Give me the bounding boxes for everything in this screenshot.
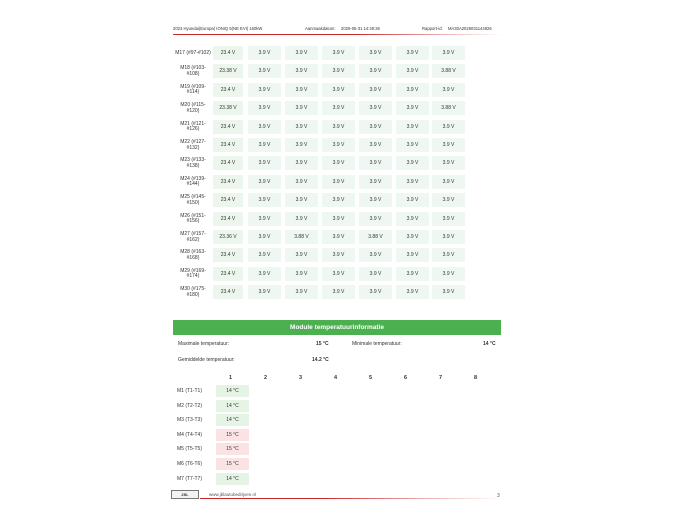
cell-voltage: 3.9 V xyxy=(285,175,318,189)
module-total-voltage: 23.4 V xyxy=(213,46,243,60)
module-total-voltage: 23.4 V xyxy=(213,285,243,299)
cell-voltage: 3.9 V xyxy=(396,138,429,152)
cell-voltage: 3.9 V xyxy=(432,156,465,170)
cell-voltage: 3.9 V xyxy=(432,230,465,244)
temperature-column-header: 8 xyxy=(474,375,478,381)
module-label: M4 (T4-T4) xyxy=(177,431,202,438)
module-total-voltage: 23.36 V xyxy=(213,230,243,244)
module-temperature-row xyxy=(173,472,253,486)
cell-voltage: 3.9 V xyxy=(322,285,355,299)
cell-voltage: 3.9 V xyxy=(396,230,429,244)
report-id-label: Rapport-id: xyxy=(422,26,443,31)
cell-voltage: 3.9 V xyxy=(432,285,465,299)
temperature-value: 15 °C xyxy=(216,429,249,441)
module-voltage-row xyxy=(173,119,503,136)
cell-voltage: 3.9 V xyxy=(432,193,465,207)
cell-voltage: 3.9 V xyxy=(432,46,465,60)
avg-temp-label: Gemiddelde temperatuur: xyxy=(178,357,235,363)
module-voltage-row xyxy=(173,284,503,301)
cell-voltage: 3.9 V xyxy=(322,193,355,207)
cell-voltage: 3.88 V xyxy=(432,101,465,115)
cell-voltage: 3.9 V xyxy=(359,83,392,97)
cell-voltage: 3.9 V xyxy=(285,248,318,262)
cell-voltage: 3.9 V xyxy=(248,230,281,244)
cell-voltage: 3.9 V xyxy=(285,193,318,207)
module-label: M19 (#109-#114) xyxy=(180,83,206,96)
cell-voltage: 3.9 V xyxy=(396,267,429,281)
temperature-column-header: 6 xyxy=(404,375,408,381)
module-total-voltage: 23.4 V xyxy=(213,83,243,97)
module-total-voltage: 23.4 V xyxy=(213,156,243,170)
module-label: M2 (T2-T2) xyxy=(177,402,202,409)
cell-voltage: 3.9 V xyxy=(359,193,392,207)
module-total-voltage: 23.38 V xyxy=(213,64,243,78)
module-label: M3 (T3-T3) xyxy=(177,417,202,424)
module-temperature-row xyxy=(173,413,253,427)
module-label: M21 (#121-#126) xyxy=(180,120,206,133)
cell-voltage: 3.9 V xyxy=(248,83,281,97)
cell-voltage: 3.9 V xyxy=(396,101,429,115)
module-label: M29 (#169-#174) xyxy=(180,267,206,280)
module-temperature-row xyxy=(173,428,253,442)
cell-voltage: 3.9 V xyxy=(248,212,281,226)
module-voltage-row xyxy=(173,100,503,117)
module-label: M30 (#175-#180) xyxy=(180,286,206,298)
module-voltage-row xyxy=(173,155,503,172)
cell-voltage: 3.9 V xyxy=(285,267,318,281)
min-temp-value: 14 °C xyxy=(483,341,496,347)
module-temperature-row xyxy=(173,457,253,471)
cell-voltage: 3.9 V xyxy=(432,267,465,281)
cell-voltage: 3.9 V xyxy=(322,175,355,189)
cell-voltage: 3.9 V xyxy=(248,156,281,170)
temperature-value: 15 °C xyxy=(216,458,249,470)
cell-voltage: 3.9 V xyxy=(248,267,281,281)
temperature-column-header: 7 xyxy=(439,375,443,381)
cell-voltage: 3.9 V xyxy=(248,46,281,60)
module-total-voltage: 23.4 V xyxy=(213,248,243,262)
cell-voltage: 3.9 V xyxy=(432,212,465,226)
temperature-value: 14 °C xyxy=(216,414,249,426)
cell-voltage: 3.9 V xyxy=(432,120,465,134)
cell-voltage: 3.9 V xyxy=(432,248,465,262)
cell-voltage: 3.9 V xyxy=(396,120,429,134)
cell-voltage: 3.9 V xyxy=(396,248,429,262)
module-label: M1 (T1-T1) xyxy=(177,388,202,394)
cell-voltage: 3.9 V xyxy=(396,64,429,78)
temperature-column-header: 5 xyxy=(369,375,373,381)
module-total-voltage: 23.4 V xyxy=(213,212,243,226)
cell-voltage: 3.9 V xyxy=(322,230,355,244)
module-label: M6 (T6-T6) xyxy=(177,461,202,467)
cell-voltage: 3.9 V xyxy=(285,101,318,115)
cell-voltage: 3.9 V xyxy=(359,120,392,134)
cell-voltage: 3.9 V xyxy=(359,64,392,78)
module-total-voltage: 23.4 V xyxy=(213,175,243,189)
module-total-voltage: 23.4 V xyxy=(213,120,243,134)
module-label: M18 (#103-#108) xyxy=(180,65,206,77)
module-label: M17 (#97-#102) xyxy=(175,49,211,56)
cell-voltage: 3.9 V xyxy=(396,83,429,97)
temperature-column-header: 2 xyxy=(264,375,268,381)
cell-voltage: 3.9 V xyxy=(322,138,355,152)
cell-voltage: 3.9 V xyxy=(285,212,318,226)
cell-voltage: 3.9 V xyxy=(322,46,355,60)
module-voltage-row xyxy=(173,137,503,154)
cell-voltage: 3.9 V xyxy=(248,248,281,262)
cell-voltage: 3.9 V xyxy=(248,64,281,78)
module-label: M23 (#133-#138) xyxy=(180,157,206,169)
date-label: Aanmaakdatum: xyxy=(305,26,336,31)
cell-voltage: 3.9 V xyxy=(322,156,355,170)
module-voltage-row xyxy=(173,192,503,209)
module-total-voltage: 23.4 V xyxy=(213,138,243,152)
cell-voltage: 3.9 V xyxy=(285,83,318,97)
cell-voltage: 3.9 V xyxy=(285,138,318,152)
cell-voltage: 3.9 V xyxy=(322,212,355,226)
cell-voltage: 3.9 V xyxy=(359,175,392,189)
temperature-section-title: Module temperatuurinformatie xyxy=(173,320,501,335)
module-voltage-row xyxy=(173,174,503,191)
module-label: M22 (#127-#132) xyxy=(180,138,206,151)
cell-voltage: 3.9 V xyxy=(432,138,465,152)
module-voltage-row xyxy=(173,229,503,246)
module-voltage-row xyxy=(173,63,503,80)
website-link[interactable]: www.jblautobedrijven.nl xyxy=(209,492,257,497)
module-label: M26 (#151-#156) xyxy=(180,212,206,225)
cell-voltage: 3.9 V xyxy=(359,248,392,262)
cell-voltage: 3.9 V xyxy=(248,101,281,115)
module-label: M7 (T7-T7) xyxy=(177,475,202,482)
temperature-value: 14 °C xyxy=(216,400,249,412)
cell-voltage: 3.9 V xyxy=(322,64,355,78)
cell-voltage: 3.9 V xyxy=(359,101,392,115)
temperature-column-header: 3 xyxy=(299,375,303,381)
module-voltage-row xyxy=(173,45,503,62)
cell-voltage: 3.9 V xyxy=(396,156,429,170)
cell-voltage: 3.9 V xyxy=(285,46,318,60)
date-value: 2026-05-31 14:49:26 xyxy=(341,26,380,31)
cell-voltage: 3.9 V xyxy=(248,285,281,299)
vehicle-title: 2023 Hyundai(Europa) IONIQ 5(NE EVI) 160kW xyxy=(173,26,263,31)
header-divider xyxy=(173,34,503,35)
cell-voltage: 3.9 V xyxy=(396,285,429,299)
module-voltage-row xyxy=(173,266,503,283)
cell-voltage: 3.88 V xyxy=(432,64,465,78)
max-temp-value: 15 °C xyxy=(316,341,329,347)
module-total-voltage: 23.4 V xyxy=(213,267,243,281)
footer-divider xyxy=(200,498,502,499)
cell-voltage: 3.9 V xyxy=(322,248,355,262)
module-label: M27 (#157-#162) xyxy=(180,230,206,243)
company-logo: JBL xyxy=(171,490,199,499)
temperature-value: 14 °C xyxy=(216,473,249,485)
module-label: M28 (#163-#168) xyxy=(180,249,206,261)
cell-voltage: 3.9 V xyxy=(396,212,429,226)
cell-voltage: 3.9 V xyxy=(248,138,281,152)
cell-voltage: 3.9 V xyxy=(359,212,392,226)
module-temperature-row xyxy=(173,384,253,398)
module-voltage-row xyxy=(173,82,503,99)
module-label: M20 (#115-#120) xyxy=(180,102,206,114)
module-label: M25 (#145-#150) xyxy=(180,194,206,206)
cell-voltage: 3.9 V xyxy=(359,267,392,281)
cell-voltage: 3.9 V xyxy=(396,46,429,60)
temperature-value: 14 °C xyxy=(216,385,249,397)
report-id-value: MA30A2026031144926 xyxy=(448,26,492,31)
cell-voltage: 3.9 V xyxy=(285,156,318,170)
module-total-voltage: 23.38 V xyxy=(213,101,243,115)
cell-voltage: 3.9 V xyxy=(396,175,429,189)
min-temp-label: Minimale temperatuur: xyxy=(352,341,402,347)
cell-voltage: 3.9 V xyxy=(285,285,318,299)
page-number: 3 xyxy=(497,493,500,499)
cell-voltage: 3.9 V xyxy=(359,156,392,170)
cell-voltage: 3.88 V xyxy=(285,230,318,244)
cell-voltage: 3.9 V xyxy=(248,193,281,207)
cell-voltage: 3.9 V xyxy=(322,83,355,97)
cell-voltage: 3.9 V xyxy=(396,193,429,207)
cell-voltage: 3.9 V xyxy=(322,267,355,281)
temperature-column-header: 4 xyxy=(334,375,338,381)
cell-voltage: 3.9 V xyxy=(248,120,281,134)
cell-voltage: 3.9 V xyxy=(322,101,355,115)
temperature-value: 15 °C xyxy=(216,443,249,455)
cell-voltage: 3.9 V xyxy=(359,46,392,60)
module-label: M5 (T5-T5) xyxy=(177,446,202,453)
cell-voltage: 3.9 V xyxy=(432,175,465,189)
cell-voltage: 3.9 V xyxy=(285,64,318,78)
module-voltage-row xyxy=(173,247,503,264)
avg-temp-value: 14.2 °C xyxy=(312,357,329,363)
cell-voltage: 3.9 V xyxy=(359,138,392,152)
max-temp-label: Maximale temperatuur: xyxy=(178,341,230,347)
module-temperature-row xyxy=(173,442,253,456)
temperature-column-header: 1 xyxy=(229,375,233,381)
cell-voltage: 3.9 V xyxy=(322,120,355,134)
cell-voltage: 3.88 V xyxy=(359,230,392,244)
cell-voltage: 3.9 V xyxy=(432,83,465,97)
cell-voltage: 3.9 V xyxy=(248,175,281,189)
module-voltage-row xyxy=(173,211,503,228)
cell-voltage: 3.9 V xyxy=(285,120,318,134)
cell-voltage: 3.9 V xyxy=(359,285,392,299)
module-total-voltage: 23.4 V xyxy=(213,193,243,207)
module-label: M24 (#139-#144) xyxy=(180,175,206,188)
module-temperature-row xyxy=(173,399,253,413)
